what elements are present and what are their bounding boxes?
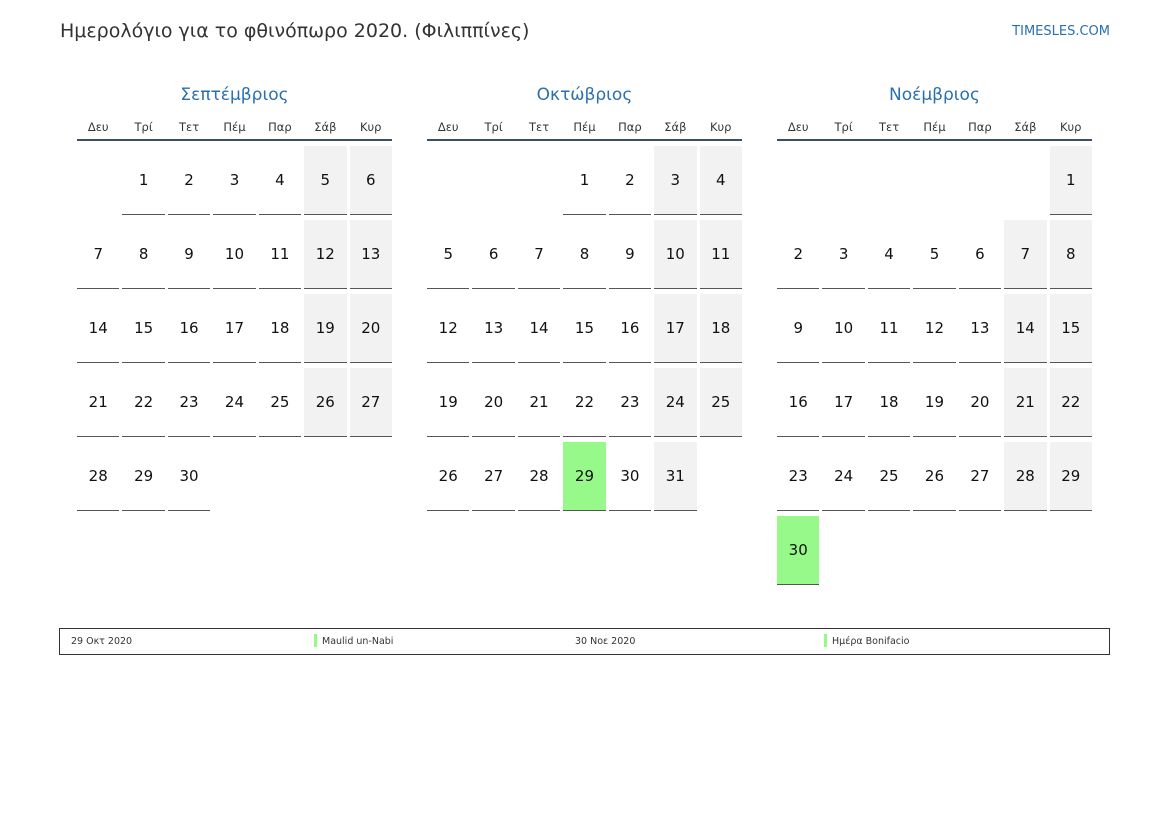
- day-cell: 6: [472, 220, 514, 289]
- day-cell: 7: [1004, 220, 1046, 289]
- weekday-label: Κυρ: [709, 119, 732, 134]
- day-cell: 26: [427, 442, 469, 511]
- month-november: [777, 82, 1092, 585]
- weekday-label: Δευ: [437, 119, 459, 134]
- day-cell: 13: [350, 220, 392, 289]
- day-cell: 21: [1004, 368, 1046, 437]
- day-cell: 17: [213, 294, 255, 363]
- weekday-label: Πέμ: [573, 119, 596, 134]
- day-cell: 14: [518, 294, 560, 363]
- day-cell: 25: [700, 368, 742, 437]
- day-cell: 27: [959, 442, 1001, 511]
- day-cell: 5: [427, 220, 469, 289]
- day-cell: 6: [350, 146, 392, 215]
- day-cell: 18: [700, 294, 742, 363]
- day-cell: 14: [77, 294, 119, 363]
- day-cell: 9: [168, 220, 210, 289]
- day-cell: 20: [350, 294, 392, 363]
- weekday-label: Τετ: [178, 119, 200, 134]
- empty-cell: [959, 146, 1001, 214]
- day-cell: 27: [350, 368, 392, 437]
- empty-cell: [777, 146, 819, 214]
- day-cell: 8: [122, 220, 164, 289]
- day-cell: 4: [868, 220, 910, 289]
- day-cell: 11: [868, 294, 910, 363]
- weekday-label: Τρί: [834, 119, 853, 134]
- day-cell: 18: [868, 368, 910, 437]
- weekday-label: Δευ: [87, 119, 109, 134]
- legend-holiday-name: [824, 636, 909, 647]
- day-cell: 8: [563, 220, 605, 289]
- day-cell: 18: [259, 294, 301, 363]
- month-title: Σεπτέμβριος: [180, 85, 289, 105]
- weekday-label: Σάβ: [664, 119, 687, 134]
- weekday-label: Τετ: [878, 119, 900, 134]
- day-cell: 10: [822, 294, 864, 363]
- day-cell: 12: [304, 220, 346, 289]
- weekday-header: [777, 114, 1092, 141]
- legend-holiday-name: [314, 636, 393, 647]
- day-cell: 24: [822, 442, 864, 511]
- day-cell: 30: [168, 442, 210, 511]
- day-cell: 25: [259, 368, 301, 437]
- day-cell: 20: [472, 368, 514, 437]
- day-cell: 19: [304, 294, 346, 363]
- day-cell: 31: [654, 442, 696, 511]
- day-cell: 11: [259, 220, 301, 289]
- day-cell: 16: [609, 294, 651, 363]
- day-cell: 4: [700, 146, 742, 215]
- day-cell: 22: [1050, 368, 1092, 437]
- day-cell: 4: [259, 146, 301, 215]
- day-cell: 1: [122, 146, 164, 215]
- day-cell: 22: [563, 368, 605, 437]
- month-title: Νοέμβριος: [889, 85, 980, 105]
- day-cell: 3: [213, 146, 255, 215]
- day-cell: 23: [168, 368, 210, 437]
- day-cell: 19: [427, 368, 469, 437]
- day-cell: 14: [1004, 294, 1046, 363]
- day-cell: 2: [168, 146, 210, 215]
- holiday-day-cell: 30: [777, 516, 819, 585]
- day-cell: 2: [777, 220, 819, 289]
- day-cell: 26: [913, 442, 955, 511]
- day-cell: 1: [1050, 146, 1092, 215]
- day-cell: 5: [913, 220, 955, 289]
- legend-holiday-label: Maulid un-Nabi: [322, 636, 394, 647]
- weekday-label: Παρ: [618, 119, 642, 134]
- day-cell: 9: [777, 294, 819, 363]
- day-cell: 24: [654, 368, 696, 437]
- empty-cell: [1004, 146, 1046, 214]
- weekday-label: Παρ: [268, 119, 292, 134]
- weekday-label: Τρί: [134, 119, 153, 134]
- day-cell: 9: [609, 220, 651, 289]
- day-cell: 7: [518, 220, 560, 289]
- day-cell: 10: [654, 220, 696, 289]
- weekday-label: Τετ: [528, 119, 550, 134]
- weekday-label: Πέμ: [923, 119, 946, 134]
- empty-cell: [427, 146, 469, 214]
- month-grid: [427, 146, 742, 511]
- holiday-color-marker: [824, 634, 827, 647]
- page-title: Ημερολόγιο για το φθινόπωρο 2020. (Φιλιππίνες): [60, 20, 530, 42]
- day-cell: 16: [777, 368, 819, 437]
- weekday-label: Πέμ: [223, 119, 246, 134]
- day-cell: 1: [563, 146, 605, 215]
- legend-date: 30 Νοε 2020: [575, 636, 636, 647]
- day-cell: 17: [822, 368, 864, 437]
- weekday-label: Τρί: [484, 119, 503, 134]
- day-cell: 10: [213, 220, 255, 289]
- day-cell: 8: [1050, 220, 1092, 289]
- day-cell: 3: [654, 146, 696, 215]
- month-grid: [77, 146, 392, 511]
- day-cell: 20: [959, 368, 1001, 437]
- day-cell: 13: [959, 294, 1001, 363]
- legend-date: 29 Οκτ 2020: [71, 636, 133, 647]
- weekday-header: [427, 114, 742, 141]
- empty-cell: [518, 146, 560, 214]
- day-cell: 23: [609, 368, 651, 437]
- day-cell: 21: [77, 368, 119, 437]
- empty-cell: [822, 146, 864, 214]
- holiday-day-cell: 29: [563, 442, 605, 511]
- day-cell: 22: [122, 368, 164, 437]
- weekday-label: Σάβ: [314, 119, 337, 134]
- month-september: [77, 82, 392, 511]
- weekday-header: [77, 114, 392, 141]
- day-cell: 21: [518, 368, 560, 437]
- day-cell: 25: [868, 442, 910, 511]
- day-cell: 5: [304, 146, 346, 215]
- day-cell: 28: [518, 442, 560, 511]
- day-cell: 19: [913, 368, 955, 437]
- month-title: Οκτώβριος: [536, 85, 633, 105]
- day-cell: 15: [1050, 294, 1092, 363]
- day-cell: 29: [1050, 442, 1092, 511]
- weekday-label: Κυρ: [359, 119, 382, 134]
- day-cell: 12: [913, 294, 955, 363]
- day-cell: 13: [472, 294, 514, 363]
- weekday-label: Παρ: [968, 119, 992, 134]
- day-cell: 28: [77, 442, 119, 511]
- day-cell: 23: [777, 442, 819, 511]
- weekday-label: Δευ: [787, 119, 809, 134]
- day-cell: 24: [213, 368, 255, 437]
- empty-cell: [472, 146, 514, 214]
- day-cell: 29: [122, 442, 164, 511]
- month-grid: [777, 146, 1092, 585]
- day-cell: 11: [700, 220, 742, 289]
- day-cell: 30: [609, 442, 651, 511]
- day-cell: 3: [822, 220, 864, 289]
- weekday-label: Σάβ: [1014, 119, 1037, 134]
- empty-cell: [868, 146, 910, 214]
- day-cell: 17: [654, 294, 696, 363]
- empty-cell: [77, 146, 119, 214]
- day-cell: 16: [168, 294, 210, 363]
- day-cell: 6: [959, 220, 1001, 289]
- empty-cell: [913, 146, 955, 214]
- day-cell: 28: [1004, 442, 1046, 511]
- day-cell: 15: [122, 294, 164, 363]
- day-cell: 27: [472, 442, 514, 511]
- weekday-label: Κυρ: [1059, 119, 1082, 134]
- legend-holiday-label: Ημέρα Bonifacio: [832, 636, 910, 647]
- day-cell: 7: [77, 220, 119, 289]
- holiday-color-marker: [314, 634, 317, 647]
- day-cell: 2: [609, 146, 651, 215]
- day-cell: 26: [304, 368, 346, 437]
- brand-link[interactable]: TIMESLES.COM: [1012, 24, 1110, 39]
- day-cell: 15: [563, 294, 605, 363]
- month-october: [427, 82, 742, 511]
- holiday-legend: [59, 628, 1110, 655]
- day-cell: 12: [427, 294, 469, 363]
